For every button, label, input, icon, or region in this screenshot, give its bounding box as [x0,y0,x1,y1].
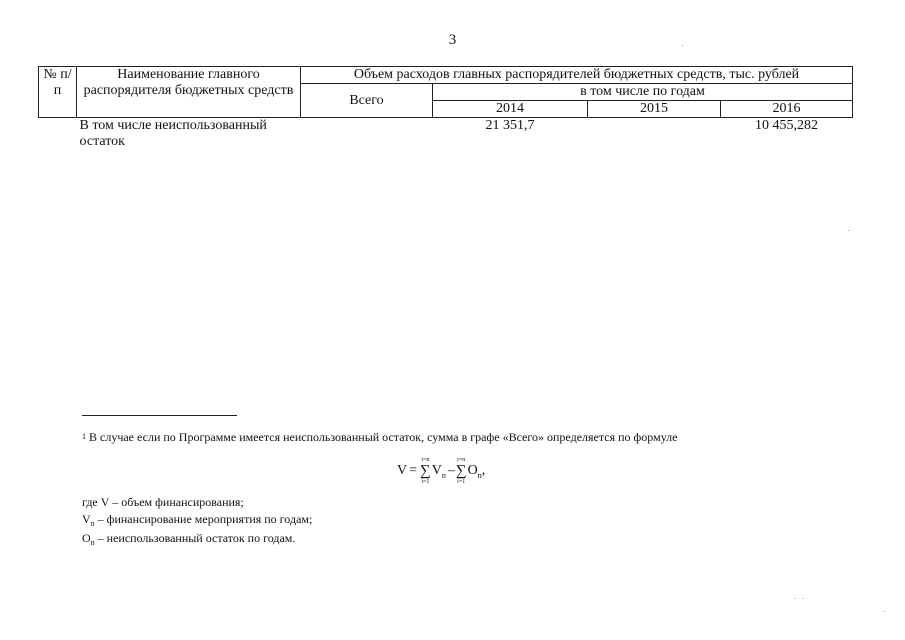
scan-speck [884,611,885,612]
formula-term-1-subscript: n [441,470,446,480]
header-number-label: № п/п [43,67,72,98]
sum-operator-1 [420,457,431,486]
funding-formula [397,454,485,488]
footnote-text: В случае если по Программе имеется неиспользованный остаток, сумма в графе «Всего» определяется по формуле [89,430,678,444]
sum-upper-limit: i=n [421,456,430,463]
row-2014: 21 351,7 [485,118,535,133]
sigma-symbol: ∑ [420,462,431,479]
scan-speck [848,230,849,231]
sum-upper-limit: i=n [457,456,466,463]
formula-term-2-subscript: n [477,470,482,480]
header-name [77,67,301,118]
legend-symbol: O [82,531,91,545]
header-total-label: Всего [349,92,384,108]
legend-text: – неиспользованный остаток по годам. [94,531,296,545]
formula-term-1: V [431,463,442,478]
legend-symbol: V [82,512,91,526]
legend-item-vn [82,511,582,529]
legend-text: – финансирование мероприятия по годам; [94,512,313,526]
header-year-2014: 2014 [433,101,588,118]
formula-lhs: V [397,463,408,478]
header-number [39,67,77,118]
row-total [301,118,433,151]
formula-minus: – [447,463,455,478]
formula-legend [82,494,582,549]
header-volume-label: Объем расходов главных распорядителей бюджетных средств, тыс. рублей [353,67,800,82]
sum-lower-limit: i=1 [457,478,466,485]
legend-text: где V – объем финансирования; [82,495,244,509]
header-by-years-label: в том числе по годам [580,84,705,99]
header-total [301,84,433,118]
formula-equals: = [409,463,418,478]
page-number: 3 [448,32,457,48]
legend-symbol-subscript: n [90,538,95,547]
footnote [82,430,862,446]
footnote-marker: 1 [82,432,86,441]
legend-symbol-subscript: n [90,519,95,528]
header-year-2015: 2015 [588,101,721,118]
footnote-divider [82,415,237,416]
header-volume [301,67,853,84]
legend-item-v [82,494,582,510]
scan-speck [682,45,683,46]
header-by-years [433,84,853,101]
row-name: В том числе неиспользованный остаток [79,118,267,149]
formula-trailing-comma: , [481,463,486,478]
table-row [39,118,853,151]
budget-table [38,66,853,150]
formula-term-2: O [467,463,478,478]
sum-lower-limit: i=1 [421,478,430,485]
row-2015 [588,118,721,151]
sum-operator-2 [456,457,467,486]
sigma-symbol: ∑ [455,462,467,479]
header-year-2016: 2016 [721,101,853,118]
row-number [39,118,77,151]
row-2016: 10 455,282 [755,118,818,133]
scan-speck [795,598,796,599]
header-name-label: Наименование главного распорядителя бюджетных средств [83,67,294,98]
scan-speck [803,598,804,599]
legend-item-on [82,530,582,548]
